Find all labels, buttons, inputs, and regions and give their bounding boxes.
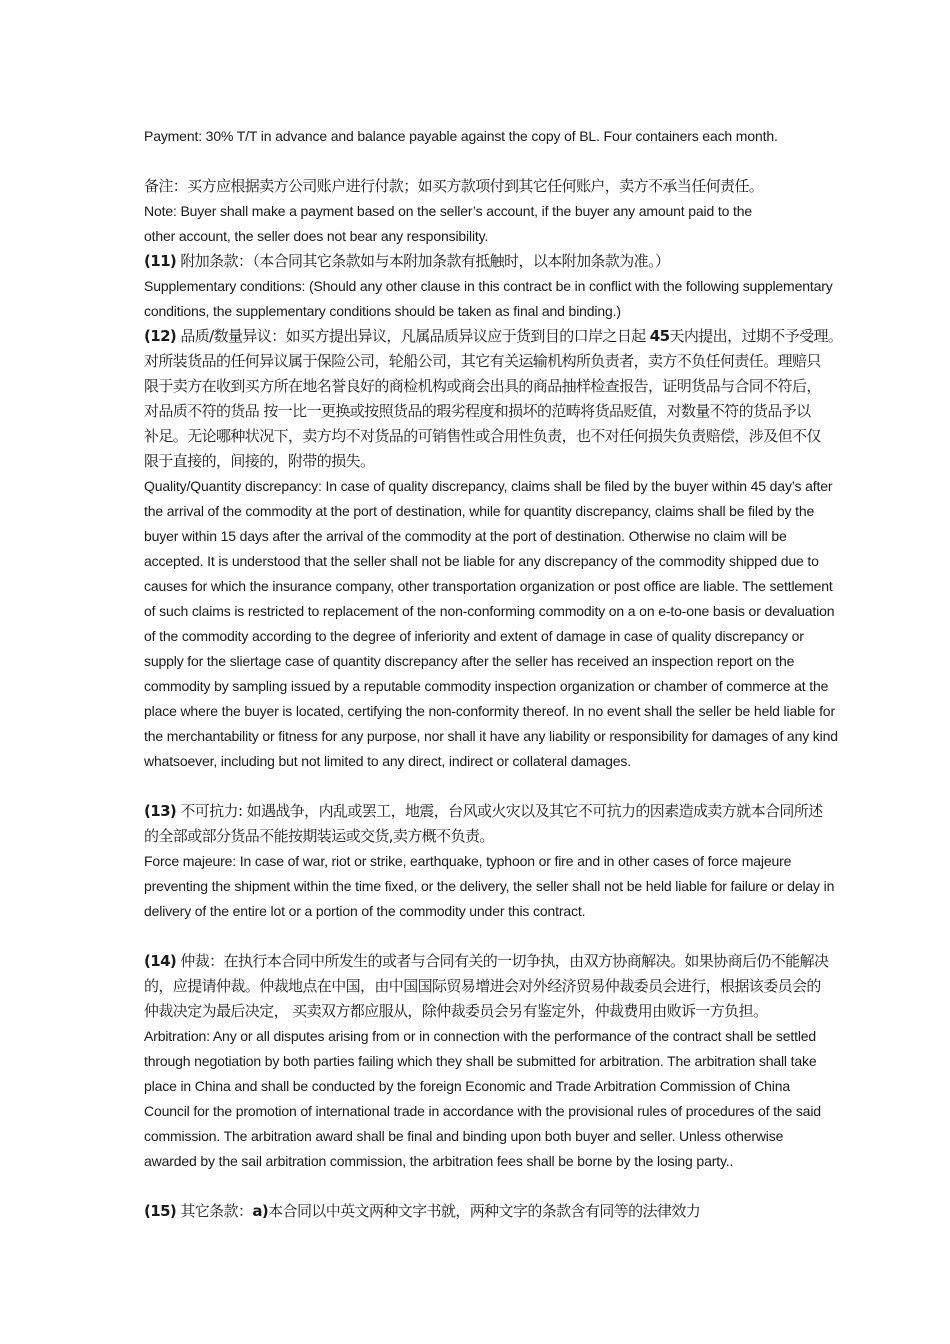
clause-12-en-line: supply for the sliertage case of quantity discrepancy after the seller has received an inspection report on the (144, 653, 795, 669)
clause-14-zh: 仲裁：在执行本合同中所发生的或者与合同有关的一切争执，由双方协商解决。如果协商后仍不能解决 (180, 952, 829, 970)
clause-number: (15) (144, 1202, 177, 1220)
clause-12-heading (144, 324, 874, 349)
clause-13-en-line: preventing the shipment within the time fixed, or the delivery, the seller shall not be held liable for failure or delay in (144, 878, 835, 894)
clause-14-heading (144, 949, 874, 974)
clause-12-en-line: the arrival of the commodity at the port of destination, while for quantity discrepancy, claims shall be filed by the (144, 503, 815, 519)
clause-15-label: 其它条款： (180, 1202, 253, 1220)
clause-12-zh-line: 对所装货品的任何异议属于保险公司，轮船公司，其它有关运输机构所负责者，卖方不负任何责任。理赔只 (144, 352, 821, 370)
clause-12-zh-line: 限于卖方在收到买方所在地名誉良好的商检机构或商会出具的商品抽样检查报告，证明货品与合同不符后， (144, 377, 821, 395)
clause-13-zh-line: 的全部或部分货品不能按期装运或交货,卖方概不负责。 (144, 827, 494, 845)
clause-12-en-line: buyer within 15 days after the arrival of the commodity at the port of destination. Otherwise no claim will be (144, 528, 787, 544)
clause-15-heading (144, 1199, 874, 1224)
remark-en-line: Note: Buyer shall make a payment based on the seller’s account, if the buyer any amount paid to the (144, 203, 753, 219)
clause-12-en-line: of the commodity according to the degree of inferiority and extent of damage in case of quality discrepancy or (144, 628, 804, 644)
clause-11-en-line: Supplementary conditions: (Should any other clause in this contract be in conflict with the following supplementary (144, 278, 833, 294)
spacer (144, 924, 874, 949)
clause-12-en-line: accepted. It is understood that the seller shall not be liable for any discrepancy of the commodity shipped due to (144, 553, 819, 569)
clause-15-zh: 本合同以中英文两种文字书就，两种文字的条款含有同等的法律效力 (268, 1202, 701, 1220)
remark-zh: 备注：买方应根据卖方公司账户进行付款；如买方款项付到其它任何账户，卖方不承当任何责任。 (144, 177, 764, 195)
contract-page (144, 124, 874, 1224)
clause-11-en-line: conditions, the supplementary conditions should be taken as final and binding.) (144, 303, 621, 319)
clause-12-zh-first: 品质/数量异议：如买方提出异议，凡属品质异议应于货到目的口岸之日起 (180, 327, 646, 345)
clause-14-zh-line: 仲裁决定为最后决定， 买卖双方都应服从，除仲裁委员会另有鉴定外，仲裁费用由败诉一方负担。 (144, 1002, 768, 1020)
clause-12-en-line: the merchantability or fitness for any purpose, nor shall it have any liability or responsibility for damages of any kind (144, 728, 838, 744)
clause-11-zh: 附加条款：（本合同其它条款如与本附加条款有抵触时，以本附加条款为准。） (180, 252, 670, 270)
clause-13-en-line: delivery of the entire lot or a portion of the commodity under this contract. (144, 903, 586, 919)
clause-11-heading (144, 249, 874, 274)
clause-number: (13) (144, 802, 177, 820)
clause-number: (14) (144, 952, 177, 970)
clause-15-sub: a) (252, 1202, 269, 1220)
clause-12-en-line: commodity by sampling issued by a reputable commodity inspection organization or chamber of commerce at the (144, 678, 829, 694)
clause-14-en-line: place in China and shall be conducted by the foreign Economic and Trade Arbitration Commission of China (144, 1078, 791, 1094)
clause-12-days: 45 (649, 327, 670, 345)
clause-14-zh-line: 的，应提请仲裁。仲裁地点在中国，由中国国际贸易增进会对外经济贸易仲裁委员会进行，根据该委员会的 (144, 977, 821, 995)
clause-12-zh-first-end: 天内提出，过期不予受理。 (669, 327, 843, 345)
clause-12-zh-line: 补足。无论哪种状况下，卖方均不对货品的可销售性或合用性负责，也不对任何损失负责赔偿，涉及但不仅 (144, 427, 821, 445)
clause-12-en-line: whatsoever, including but not limited to any direct, indirect or collateral damages. (144, 753, 631, 769)
clause-14-en-line: through negotiation by both parties failing which they shall be submitted for arbitration. The arbitration shall take (144, 1053, 817, 1069)
clause-13-zh: 不可抗力: 如遇战争，内乱或罢工，地震，台风或火灾以及其它不可抗力的因素造成卖方就本合同所述 (180, 802, 823, 820)
clause-13-en-line: Force majeure: In case of war, riot or strike, earthquake, typhoon or fire and in other cases of force majeure (144, 853, 792, 869)
clause-14-en-line: Council for the promotion of international trade in accordance with the provisional rules of procedures of the said (144, 1103, 821, 1119)
clause-12-en-line: place where the buyer is located, certifying the non-conformity thereof. In no event shall the seller be held liable for (144, 703, 835, 719)
clause-12-zh-line: 限于直接的，间接的，附带的损失。 (144, 452, 375, 470)
clause-13-heading (144, 799, 874, 824)
clause-14-en-line: awarded by the sail arbitration commission, the arbitration fees shall be borne by the losing party.. (144, 1153, 734, 1169)
remark-en-line: other account, the seller does not bear any responsibility. (144, 228, 489, 244)
clause-number: (11) (144, 252, 177, 270)
spacer (144, 774, 874, 799)
payment-terms: Payment: 30% T/T in advance and balance payable against the copy of BL. Four containers each month. (144, 128, 778, 144)
clause-14-en-line: Arbitration: Any or all disputes arising from or in connection with the performance of the contract shall be settled (144, 1028, 817, 1044)
spacer (144, 149, 874, 174)
clause-14-en-line: commission. The arbitration award shall be final and binding upon both buyer and seller. Unless otherwise (144, 1128, 784, 1144)
clause-number: (12) (144, 327, 177, 345)
clause-12-en-line: Quality/Quantity discrepancy: In case of quality discrepancy, claims shall be filed by the buyer within 45 day’s after (144, 478, 833, 494)
spacer (144, 1174, 874, 1199)
clause-12-en-line: of such claims is restricted to replacement of the non-conforming commodity on a on e-to-one basis or devaluation (144, 603, 835, 619)
clause-12-en-line: causes for which the insurance company, other transportation organization or post office are liable. The settlement (144, 578, 833, 594)
clause-12-zh-line: 对品质不符的货品 按一比一更换或按照货品的瑕劣程度和损坏的范畴将货品贬值，对数量不符的货品予以 (144, 402, 811, 420)
